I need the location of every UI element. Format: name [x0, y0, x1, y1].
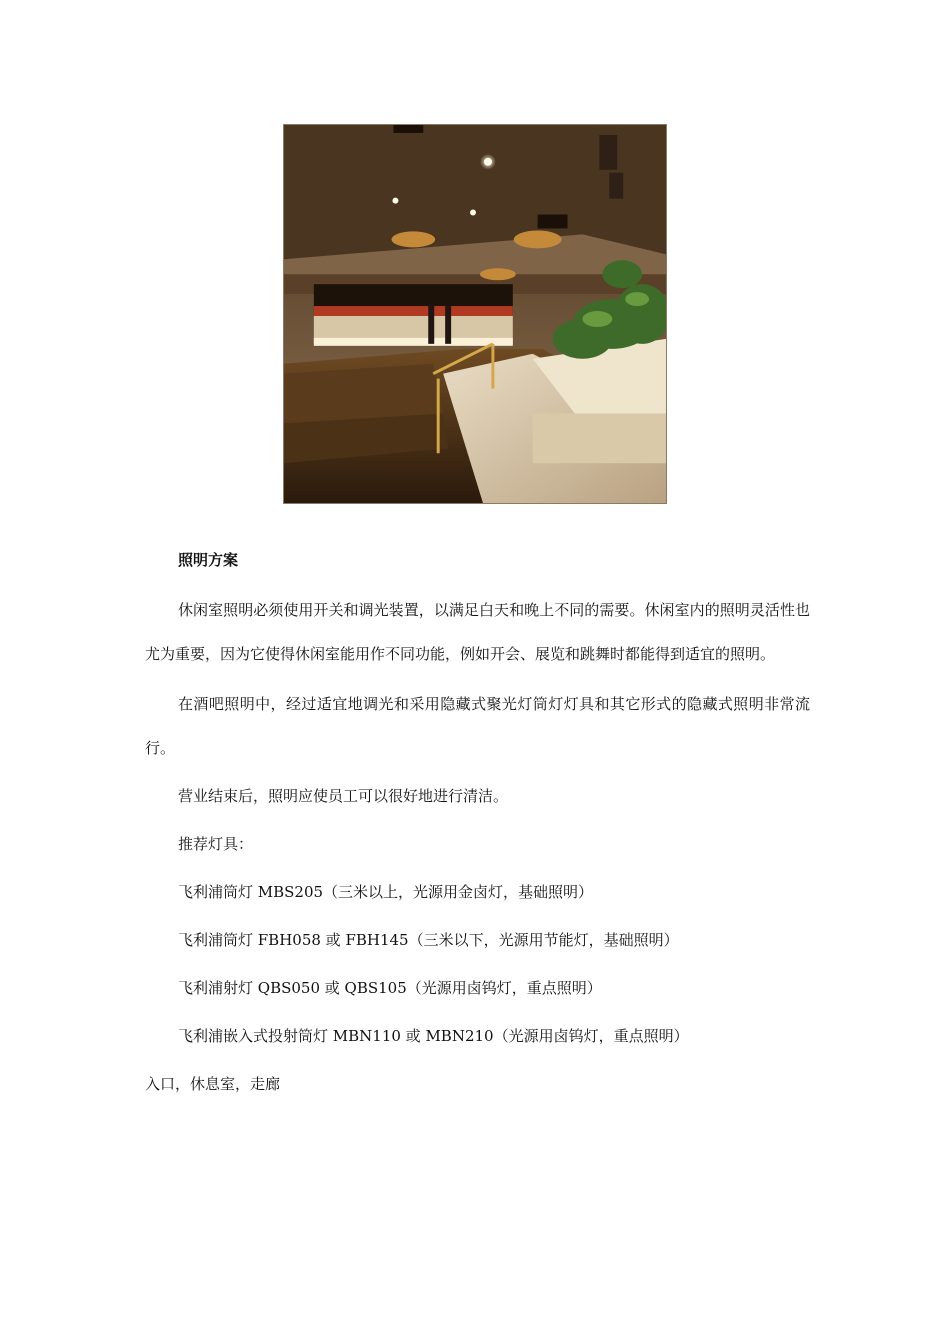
lobby-photo-illustration: [284, 125, 666, 503]
paragraph-bar-lighting: 在酒吧照明中，经过适宜地调光和采用隐藏式聚光灯筒灯灯具和其它形式的隐藏式照明非常流行。: [145, 695, 810, 757]
fixture-item: 飞利浦嵌入式投射筒灯 MBN110 或 MBN210（光源用卤钨灯，重点照明）: [178, 1027, 689, 1045]
lobby-interior-photo: [283, 124, 667, 504]
paragraph-lounge-lighting: 休闲室照明必须使用开关和调光装置，以满足白天和晚上不同的需要。休闲室内的照明灵活性也尤为重要，因为它使得休闲室能用作不同功能，例如开会、展览和跳舞时都能得到适宜的照明。: [145, 601, 810, 663]
paragraph-recommended-label: 推荐灯具：: [178, 835, 254, 853]
fixture-item: 飞利浦射灯 QBS050 或 QBS105（光源用卤钨灯，重点照明）: [178, 979, 602, 997]
section-heading: 照明方案: [178, 551, 239, 569]
next-section-heading: 入口，休息室，走廊: [145, 1075, 281, 1093]
fixture-item: 飞利浦筒灯 MBS205（三米以上，光源用金卤灯，基础照明）: [178, 883, 594, 901]
text-content: [145, 548, 810, 1106]
paragraph-after-hours: 营业结束后，照明应使员工可以很好地进行清洁。: [178, 787, 509, 805]
fixture-item: 飞利浦筒灯 FBH058 或 FBH145（三米以下，光源用节能灯，基础照明）: [178, 931, 679, 949]
